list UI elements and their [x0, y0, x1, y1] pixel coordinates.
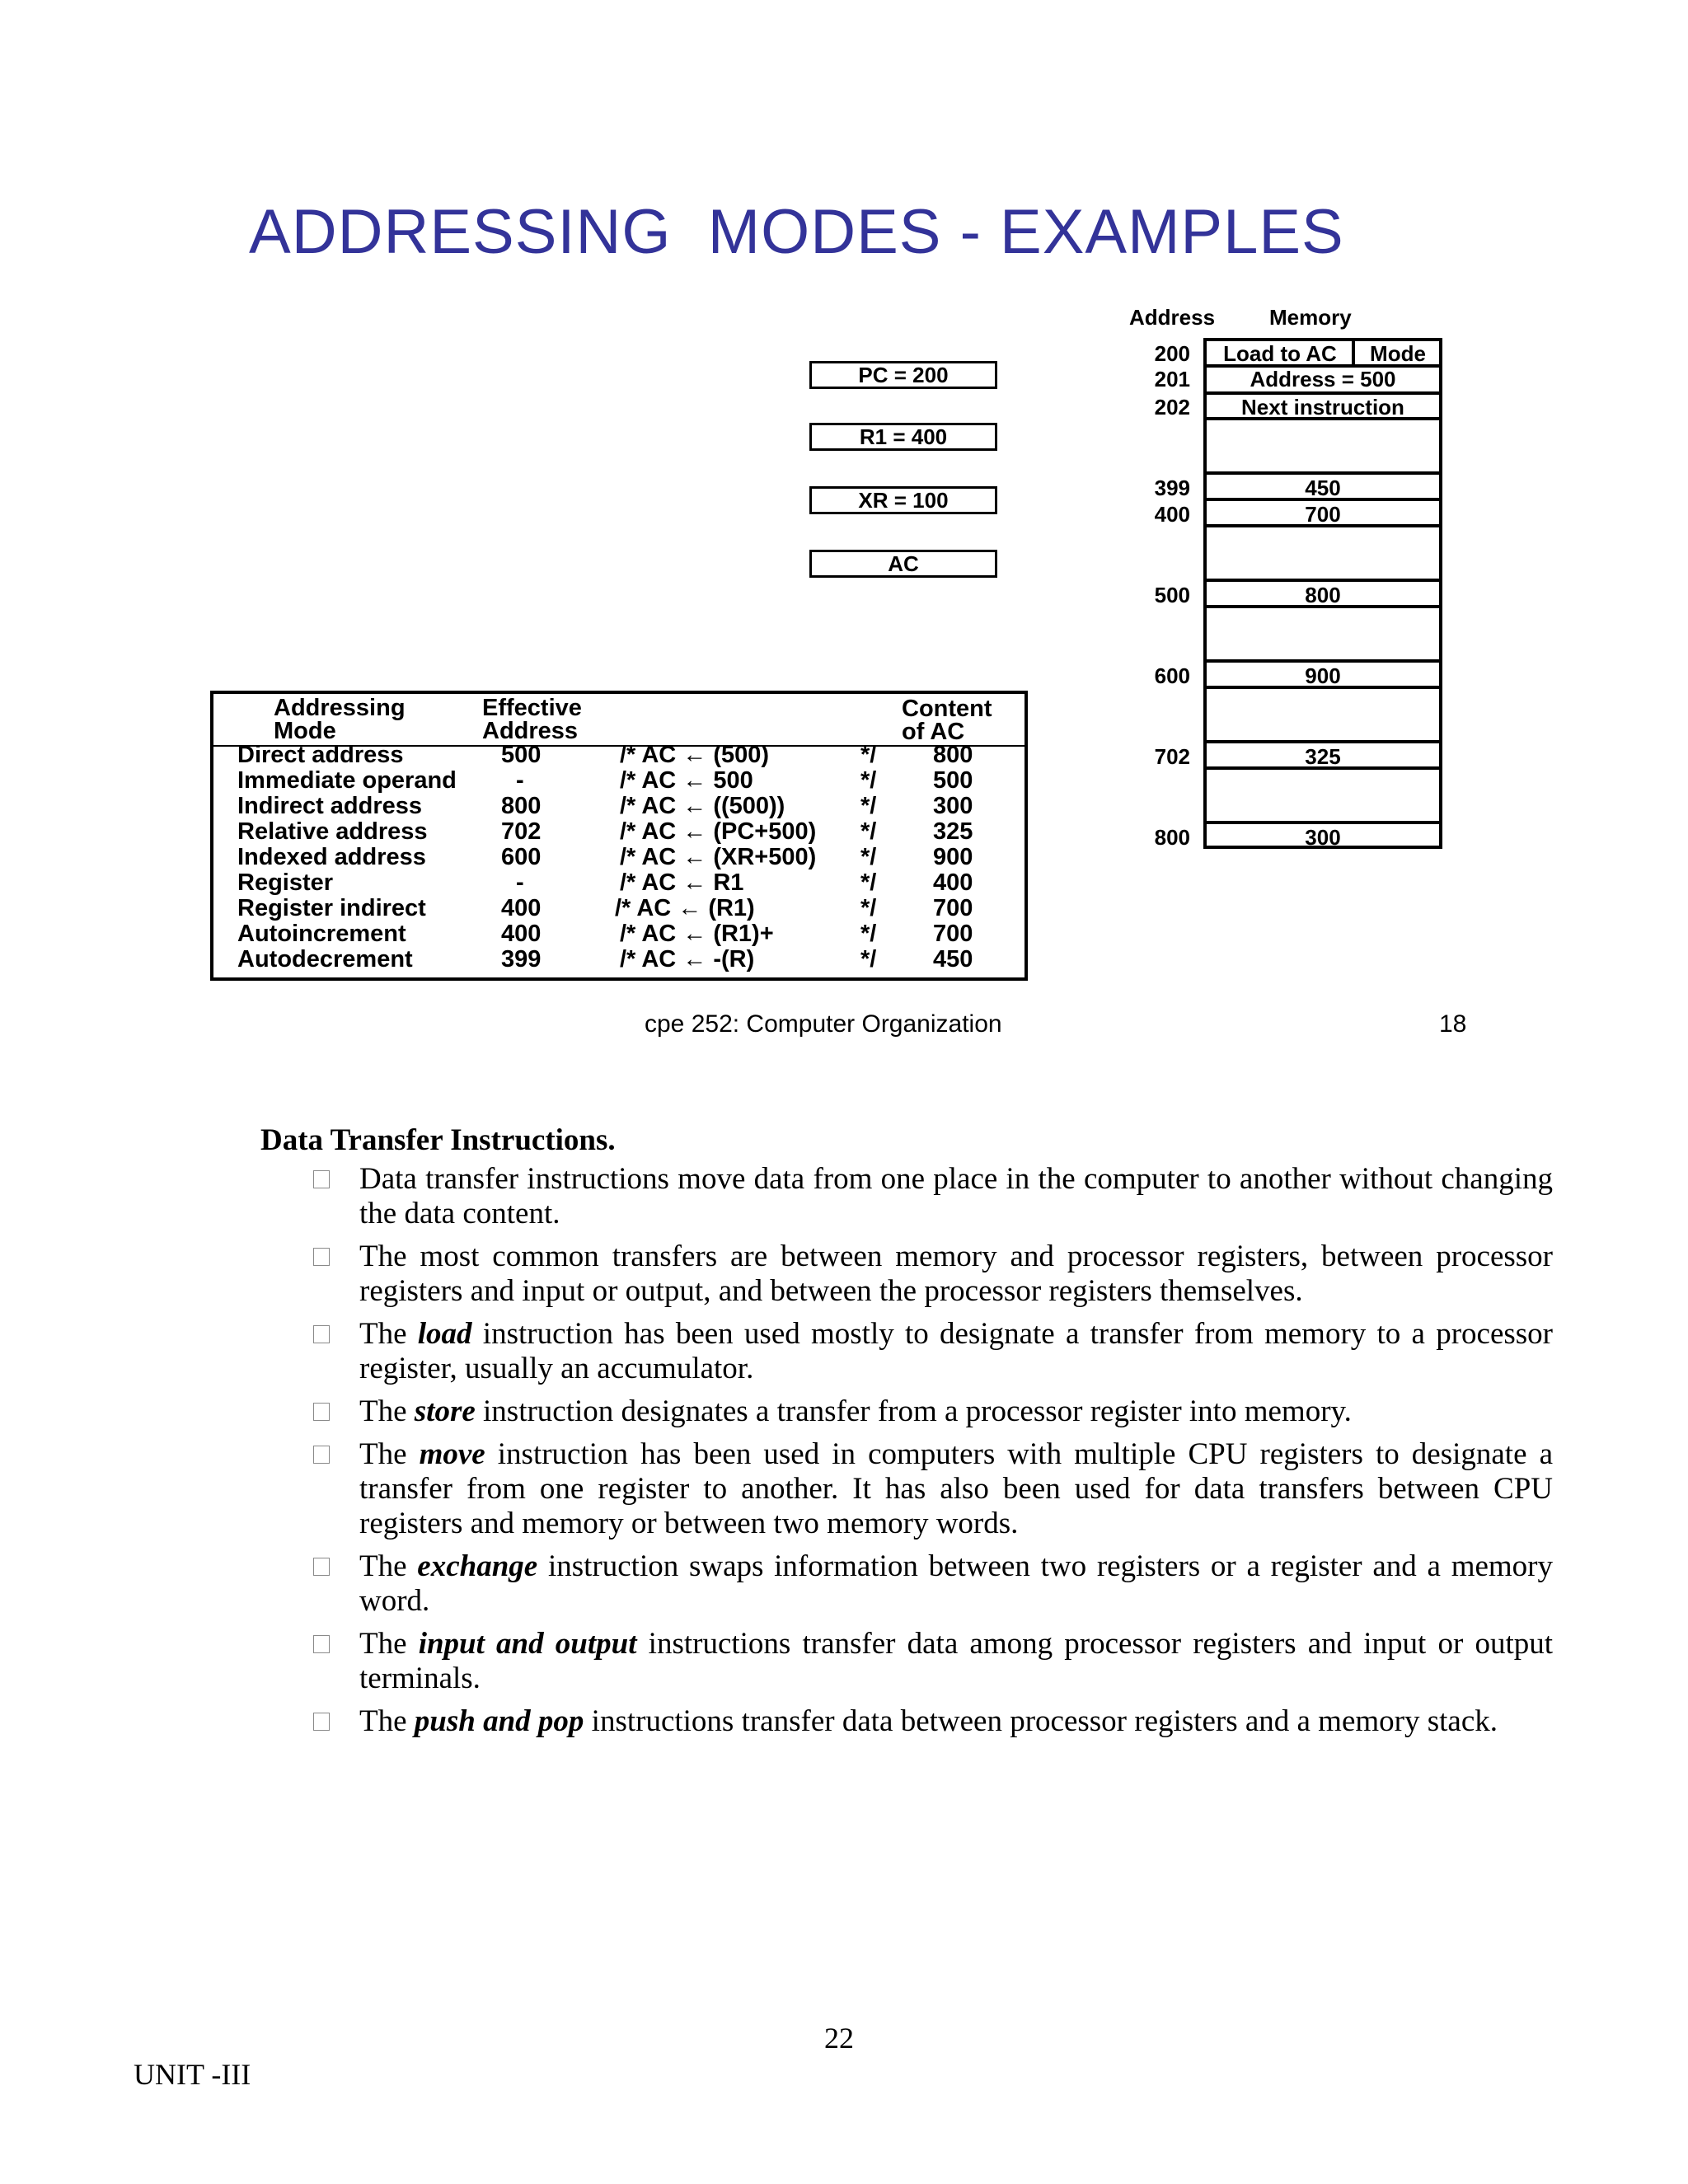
slide-footer-number: 18 — [1439, 1010, 1467, 1038]
row-value: 450 — [933, 946, 973, 972]
memory-address: 800 — [1154, 825, 1190, 850]
list-item — [313, 1162, 1553, 1231]
row-value: 800 — [933, 742, 973, 768]
row-mode: Autoincrement — [237, 921, 406, 947]
row-value: 325 — [933, 818, 973, 845]
row-value: 700 — [933, 921, 973, 947]
bullet-box-icon — [313, 1446, 330, 1464]
bullet-box-icon — [313, 1558, 330, 1576]
register-pc: PC = 200 — [809, 361, 997, 389]
row-mode: Indexed address — [237, 844, 426, 870]
header-effective: Effective — [482, 695, 582, 721]
list-item — [313, 1240, 1553, 1309]
row-mode: Immediate operand — [237, 767, 457, 794]
bullet-box-icon — [313, 1635, 330, 1653]
memory-address: 500 — [1154, 583, 1190, 607]
row-value: 700 — [933, 895, 973, 921]
row-mode: Indirect address — [237, 793, 423, 819]
row-comment-end: */ — [860, 793, 877, 819]
header-mode: Mode — [274, 718, 336, 744]
row-value: 500 — [933, 767, 973, 794]
list-item — [313, 1549, 1553, 1619]
bullet-box-icon — [313, 1170, 330, 1188]
row-ea: 399 — [501, 946, 542, 972]
slide-footer-course: cpe 252: Computer Organization — [645, 1010, 1002, 1038]
memory-cell: 700 — [1305, 502, 1341, 527]
row-comment: /* AC ← (R1) — [615, 895, 755, 921]
row-comment-end: */ — [860, 869, 877, 896]
memory-divider — [1203, 659, 1442, 663]
list-item — [313, 1437, 1553, 1541]
header-content: Content — [902, 696, 992, 722]
memory-address: 400 — [1154, 502, 1190, 527]
row-comment: /* AC ← 500 — [620, 767, 753, 794]
row-comment-end: */ — [860, 946, 877, 972]
bullet-keyword: move — [419, 1437, 485, 1471]
row-comment-end: */ — [860, 742, 877, 768]
memory-cell: 450 — [1305, 476, 1341, 500]
bullet-text: instructions transfer data among processor registers and input or output terminals. — [359, 1627, 1554, 1695]
header-address: Address — [482, 718, 579, 744]
row-comment: /* AC ← R1 — [620, 869, 744, 896]
bullet-text: Data transfer instructions move data from one place in the computer to another without changing the data content. — [359, 1162, 1553, 1230]
slide-title: ADDRESSING MODES - EXAMPLES — [249, 197, 1344, 267]
section-heading: Data Transfer Instructions. — [260, 1123, 616, 1157]
register-ac: AC — [809, 550, 997, 578]
row-mode: Register indirect — [237, 895, 426, 921]
row-comment-end: */ — [860, 767, 877, 794]
memory-divider — [1203, 471, 1442, 475]
row-ea: 800 — [501, 793, 542, 819]
list-item — [313, 1317, 1553, 1386]
bullet-keyword: input and output — [418, 1627, 637, 1661]
memory-cell: 800 — [1305, 583, 1341, 607]
bullet-text: The — [359, 1549, 418, 1583]
bullet-keyword: exchange — [417, 1549, 538, 1583]
register-r1: R1 = 400 — [809, 423, 997, 451]
memory-cell: Address = 500 — [1250, 367, 1396, 391]
memory-address-header: Address — [1129, 305, 1216, 330]
bullet-text: instruction swaps information between two registers or a register and a memory word. — [359, 1549, 1553, 1618]
row-comment: /* AC ← (R1)+ — [620, 921, 774, 947]
bullet-keyword: store — [414, 1394, 476, 1428]
row-comment: /* AC ← (PC+500) — [620, 818, 817, 845]
bullet-box-icon — [313, 1325, 330, 1343]
row-ea: - — [516, 767, 524, 794]
row-comment-end: */ — [860, 818, 877, 845]
row-mode: Direct address — [237, 742, 404, 768]
header-addressing: Addressing — [274, 695, 406, 721]
row-comment-end: */ — [860, 895, 877, 921]
bullet-text: The most common transfers are between memory and processor registers, between processor registers and input or output, and between the processor registers themselves. — [359, 1240, 1553, 1308]
memory-address: 702 — [1154, 744, 1190, 769]
bullet-box-icon — [313, 1248, 330, 1266]
bullet-text: instruction designates a transfer from a processor register into memory. — [475, 1394, 1352, 1428]
row-mode: Relative address — [237, 818, 428, 845]
memory-cell: Mode — [1370, 341, 1426, 366]
bullet-text: The — [359, 1704, 415, 1738]
memory-cell: 325 — [1305, 744, 1341, 769]
memory-cell: Load to AC — [1223, 341, 1337, 366]
list-item — [313, 1394, 1553, 1429]
memory-address: 600 — [1154, 663, 1190, 688]
memory-address: 399 — [1154, 476, 1190, 500]
row-value: 900 — [933, 844, 973, 870]
memory-divider — [1203, 740, 1442, 743]
memory-divider — [1203, 579, 1442, 582]
row-ea: 400 — [501, 895, 542, 921]
page-number: 22 — [824, 2022, 854, 2055]
bullet-text: The — [359, 1437, 420, 1471]
memory-cell: 300 — [1305, 825, 1341, 850]
row-mode: Register — [237, 869, 334, 896]
row-value: 400 — [933, 869, 973, 896]
bullet-text: instruction has been used in computers with multiple CPU registers to designate a transfer from one register to another. It has also been used for data transfers between CPU registers and memory or between two memory words. — [359, 1437, 1553, 1540]
row-value: 300 — [933, 793, 973, 819]
row-comment: /* AC ← -(R) — [620, 946, 755, 972]
bullet-text: The — [359, 1317, 418, 1351]
bullet-list — [313, 1162, 1553, 1747]
bullet-box-icon — [313, 1403, 330, 1421]
bullet-text: instructions transfer data between processor registers and a memory stack. — [584, 1704, 1498, 1738]
row-comment-end: */ — [860, 921, 877, 947]
register-xr: XR = 100 — [809, 486, 997, 514]
row-ea: - — [516, 869, 524, 896]
row-ea: 702 — [501, 818, 542, 845]
list-item — [313, 1704, 1553, 1739]
memory-cell: Next instruction — [1241, 395, 1404, 419]
row-comment: /* AC ← ((500)) — [620, 793, 785, 819]
header-of-ac: of AC — [902, 719, 965, 745]
list-item — [313, 1627, 1553, 1696]
row-mode: Autodecrement — [237, 946, 413, 972]
row-comment-end: */ — [860, 844, 877, 870]
row-ea: 600 — [501, 844, 542, 870]
memory-divider — [1203, 821, 1442, 824]
row-comment: /* AC ← (XR+500) — [620, 844, 817, 870]
bullet-text: instruction has been used mostly to designate a transfer from memory to a processor register, usually an accumulator. — [359, 1317, 1553, 1385]
memory-cell: 900 — [1305, 663, 1341, 688]
memory-address: 200 — [1154, 341, 1190, 366]
bullet-keyword: push and pop — [414, 1704, 584, 1738]
memory-address: 201 — [1154, 367, 1190, 391]
memory-header: Memory — [1269, 305, 1352, 330]
row-comment: /* AC ← (500) — [620, 742, 770, 768]
unit-label: UNIT -III — [134, 2058, 251, 2091]
row-ea: 500 — [501, 742, 542, 768]
bullet-text: The — [359, 1394, 415, 1428]
row-ea: 400 — [501, 921, 542, 947]
memory-address: 202 — [1154, 395, 1190, 419]
bullet-text: The — [359, 1627, 419, 1661]
bullet-box-icon — [313, 1713, 330, 1731]
bullet-keyword: load — [417, 1317, 472, 1351]
